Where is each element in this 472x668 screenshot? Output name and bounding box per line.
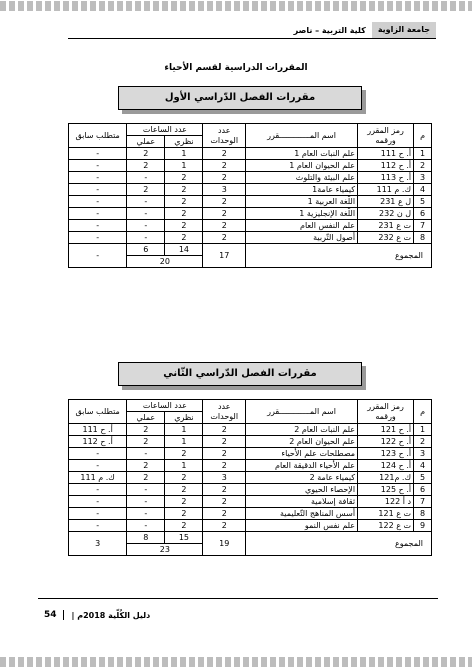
cell-code: د أ 122 [358, 496, 414, 508]
cell-num: 1 [414, 148, 432, 160]
table-row [69, 520, 432, 532]
cell-practical: - [127, 220, 165, 232]
semester-2-title: مقررات الفصل الدّراسي الثّاني [118, 362, 362, 386]
cell-prereq: - [69, 508, 127, 520]
cell-units: 2 [203, 448, 246, 460]
total-units: 19 [203, 532, 246, 556]
cell-name: أصول التّربية [246, 232, 358, 244]
cell-theory: 2 [165, 484, 203, 496]
table-row [69, 196, 432, 208]
cell-practical: - [127, 448, 165, 460]
cell-num: 6 [414, 208, 432, 220]
cell-theory: 1 [165, 436, 203, 448]
cell-num: 1 [414, 424, 432, 436]
semester-1-title: مقررات الفصل الدّراسي الأول [118, 86, 362, 110]
cell-units: 2 [203, 208, 246, 220]
col-prereq: متطلب سابق [69, 400, 127, 424]
cell-code: ت ع 122 [358, 520, 414, 532]
cell-prereq: - [69, 196, 127, 208]
cell-num: 5 [414, 472, 432, 484]
cell-num: 5 [414, 196, 432, 208]
cell-name: علم نفس النمو [246, 520, 358, 532]
cell-num: 2 [414, 160, 432, 172]
table-row [69, 424, 432, 436]
cell-num: 8 [414, 508, 432, 520]
cell-prereq: - [69, 496, 127, 508]
page-title: المقررات الدراسية لقسم الأحياء [164, 63, 308, 73]
cell-units: 2 [203, 196, 246, 208]
cell-code: أ. ح 122 [358, 436, 414, 448]
col-name: اسم المـــــــــــــقرر [246, 400, 358, 424]
cell-prereq: - [69, 148, 127, 160]
semester-2-table [68, 399, 432, 556]
cell-code: ت ع 121 [358, 508, 414, 520]
table-row [69, 460, 432, 472]
cell-units: 2 [203, 436, 246, 448]
cell-practical: 2 [127, 148, 165, 160]
cell-theory: 2 [165, 196, 203, 208]
cell-units: 2 [203, 220, 246, 232]
cell-units: 2 [203, 424, 246, 436]
footer-rule [38, 598, 438, 599]
table-row [69, 232, 432, 244]
cell-name: علم النبات العام 1 [246, 148, 358, 160]
cell-num: 2 [414, 436, 432, 448]
cell-practical: 2 [127, 424, 165, 436]
table-row [69, 148, 432, 160]
cell-name: علم النفس العام [246, 220, 358, 232]
col-code: رمز المقرر ورقمه [358, 124, 414, 148]
cell-practical: - [127, 208, 165, 220]
total-units: 17 [203, 244, 246, 268]
cell-prereq: - [69, 208, 127, 220]
col-practical: عملي [127, 136, 165, 148]
total-prereq: - [69, 244, 127, 268]
table-row [69, 508, 432, 520]
cell-code: ك. م 111 [358, 184, 414, 196]
cell-num: 3 [414, 172, 432, 184]
col-units: عدد الوحدات [203, 124, 246, 148]
col-practical: عملي [127, 412, 165, 424]
cell-prereq: - [69, 220, 127, 232]
cell-name: كيمياء عامة 2 [246, 472, 358, 484]
cell-prereq: - [69, 520, 127, 532]
cell-units: 2 [203, 508, 246, 520]
cell-num: 6 [414, 484, 432, 496]
cell-theory: 2 [165, 496, 203, 508]
cell-theory: 2 [165, 472, 203, 484]
total-theory: 15 [165, 532, 203, 544]
table-row [69, 472, 432, 484]
cell-practical: - [127, 232, 165, 244]
table-row [69, 160, 432, 172]
cell-name: مصطلحات علم الأحياء [246, 448, 358, 460]
total-label: المجموع [246, 532, 432, 556]
semester-1-table [68, 123, 432, 268]
total-hours: 20 [127, 256, 203, 268]
table-row [69, 220, 432, 232]
cell-name: الإحصاء الحيوي [246, 484, 358, 496]
cell-practical: - [127, 520, 165, 532]
cell-units: 3 [203, 472, 246, 484]
cell-practical: 2 [127, 460, 165, 472]
cell-practical: - [127, 508, 165, 520]
cell-practical: - [127, 172, 165, 184]
cell-num: 7 [414, 496, 432, 508]
cell-prereq: - [69, 232, 127, 244]
cell-num: 4 [414, 184, 432, 196]
cell-units: 2 [203, 232, 246, 244]
cell-code: أ. ح 113 [358, 172, 414, 184]
col-code: رمز المقرر ورقمه [358, 400, 414, 424]
cell-units: 2 [203, 520, 246, 532]
guide-label: دليل الكُلّية 2018م | [71, 610, 151, 620]
table-row [69, 208, 432, 220]
total-theory: 14 [165, 244, 203, 256]
cell-code: أ. ح 121 [358, 424, 414, 436]
col-prereq: متطلب سابق [69, 124, 127, 148]
cell-units: 2 [203, 496, 246, 508]
cell-theory: 1 [165, 160, 203, 172]
cell-num: 4 [414, 460, 432, 472]
cell-practical: 2 [127, 160, 165, 172]
total-hours: 23 [127, 544, 203, 556]
total-label: المجموع [246, 244, 432, 268]
cell-num: 7 [414, 220, 432, 232]
cell-code: ل ن 232 [358, 208, 414, 220]
cell-name: ثقافة إسلامية [246, 496, 358, 508]
cell-prereq: - [69, 484, 127, 496]
page-number: 54 [38, 610, 64, 620]
cell-name: علم الحيوان العام 2 [246, 436, 358, 448]
table-row [69, 172, 432, 184]
cell-name: علم البيئة والتلوث [246, 172, 358, 184]
cell-theory: 1 [165, 148, 203, 160]
cell-code: أ. ح 123 [358, 448, 414, 460]
cell-name: كيمياء عامة1 [246, 184, 358, 196]
col-hours: عدد الساعات [127, 124, 203, 136]
top-decorative-border [0, 1, 472, 11]
cell-num: 8 [414, 232, 432, 244]
bottom-decorative-border [0, 657, 472, 667]
table-row [69, 484, 432, 496]
cell-practical: 2 [127, 472, 165, 484]
cell-num: 3 [414, 448, 432, 460]
cell-prereq: - [69, 184, 127, 196]
cell-theory: 2 [165, 520, 203, 532]
col-theory: نظري [165, 136, 203, 148]
cell-units: 2 [203, 160, 246, 172]
table-row [69, 436, 432, 448]
cell-prereq: - [69, 460, 127, 472]
cell-theory: 1 [165, 424, 203, 436]
col-num: م [414, 400, 432, 424]
cell-theory: 1 [165, 460, 203, 472]
cell-prereq: أ. ح 112 [69, 436, 127, 448]
college-name: كلية التربية – ناصر [293, 25, 366, 35]
cell-theory: 2 [165, 448, 203, 460]
cell-name: اللّغة الإنجليزية 1 [246, 208, 358, 220]
header-rule [68, 38, 436, 39]
cell-prereq: ك. م 111 [69, 472, 127, 484]
cell-practical: 2 [127, 184, 165, 196]
cell-code: أ. ح 112 [358, 160, 414, 172]
university-name: جامعة الزاوية [372, 22, 436, 38]
cell-code: أ. ح 124 [358, 460, 414, 472]
cell-theory: 2 [165, 172, 203, 184]
cell-prereq: - [69, 448, 127, 460]
cell-units: 2 [203, 484, 246, 496]
cell-theory: 2 [165, 232, 203, 244]
cell-code: أ. ح 111 [358, 148, 414, 160]
cell-units: 2 [203, 148, 246, 160]
col-num: م [414, 124, 432, 148]
cell-theory: 2 [165, 208, 203, 220]
cell-practical: - [127, 496, 165, 508]
cell-code: أ. ح 125 [358, 484, 414, 496]
table-row [69, 448, 432, 460]
cell-code: ك. م121 [358, 472, 414, 484]
cell-name: علم الحيوان العام 1 [246, 160, 358, 172]
page-footer [38, 606, 438, 624]
total-practical: 8 [127, 532, 165, 544]
cell-code: ت ع 231 [358, 220, 414, 232]
table-row [69, 184, 432, 196]
cell-prereq: - [69, 160, 127, 172]
col-theory: نظري [165, 412, 203, 424]
total-practical: 6 [127, 244, 165, 256]
total-prereq: 3 [69, 532, 127, 556]
cell-name: علم النبات العام 2 [246, 424, 358, 436]
cell-theory: 2 [165, 184, 203, 196]
page-header [68, 22, 436, 38]
cell-code: ت ع 232 [358, 232, 414, 244]
cell-prereq: أ. ح 111 [69, 424, 127, 436]
col-hours: عدد الساعات [127, 400, 203, 412]
col-units: عدد الوحدات [203, 400, 246, 424]
table-row [69, 496, 432, 508]
cell-theory: 2 [165, 508, 203, 520]
cell-prereq: - [69, 172, 127, 184]
cell-name: أسس المناهج التّعليمية [246, 508, 358, 520]
cell-practical: 2 [127, 436, 165, 448]
cell-units: 3 [203, 184, 246, 196]
cell-name: علم الأحياء الدقيقة العام [246, 460, 358, 472]
cell-units: 2 [203, 172, 246, 184]
cell-units: 2 [203, 460, 246, 472]
col-name: اسم المـــــــــــــقرر [246, 124, 358, 148]
cell-code: ل ع 231 [358, 196, 414, 208]
cell-practical: - [127, 196, 165, 208]
cell-practical: - [127, 484, 165, 496]
cell-theory: 2 [165, 220, 203, 232]
cell-name: اللّغة العربية 1 [246, 196, 358, 208]
cell-num: 9 [414, 520, 432, 532]
